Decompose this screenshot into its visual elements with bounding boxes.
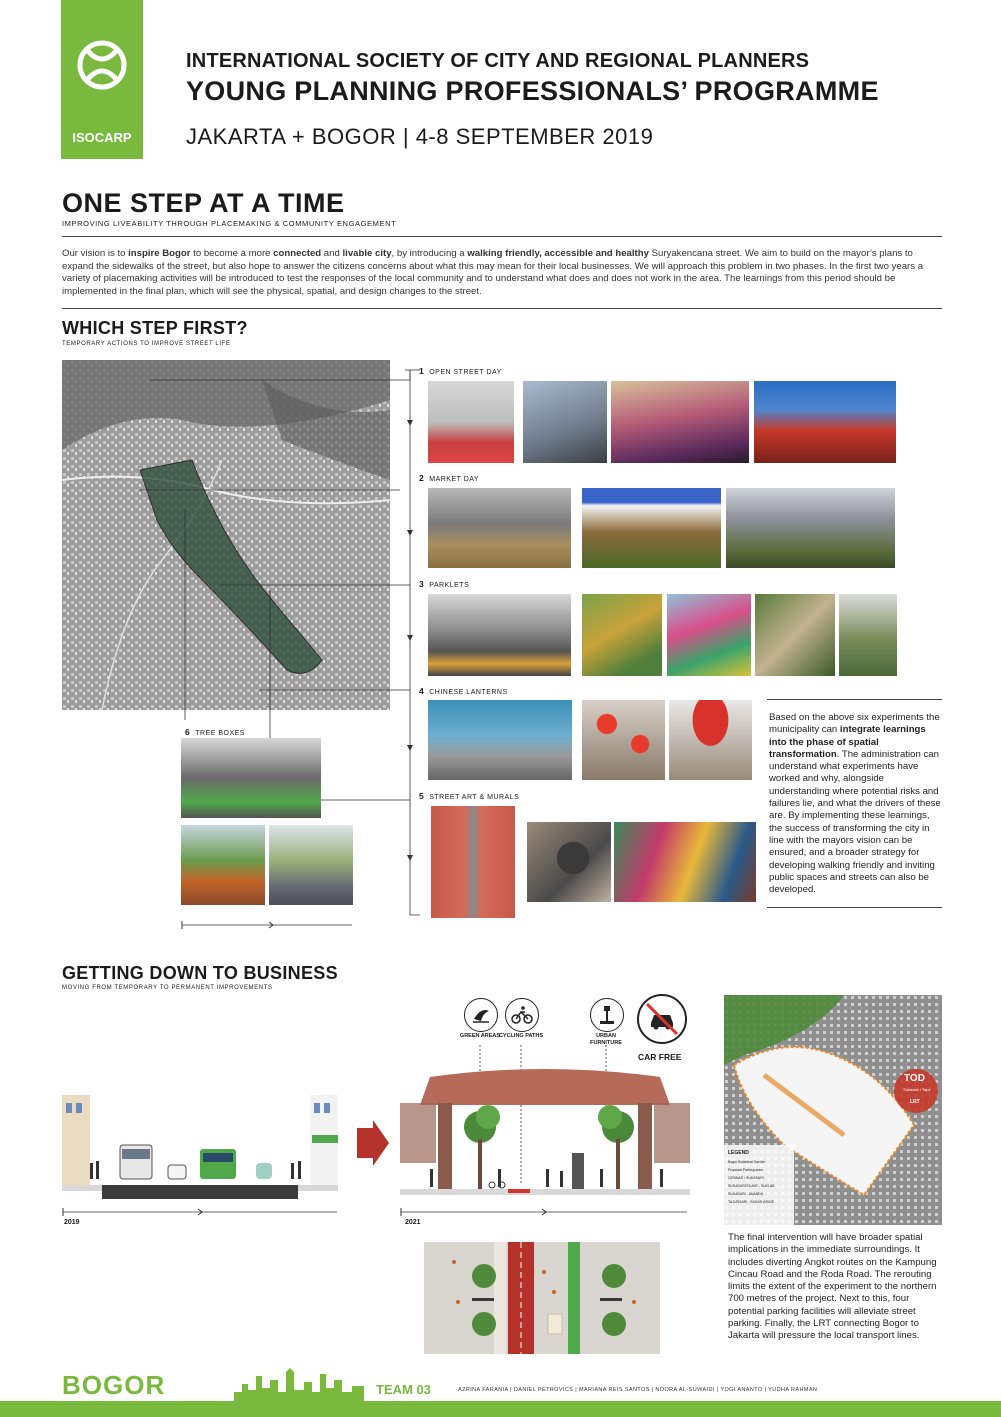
cycling-paths-label: CYCLING PATHS (498, 1033, 544, 1039)
section-title-business: GETTING DOWN TO BUSINESS (62, 963, 338, 983)
page-title: ONE STEP AT A TIME (62, 188, 345, 218)
open-street-festival-photo (754, 381, 896, 463)
map-legend-item: SUKASARI - ANANDA (728, 1192, 764, 1196)
street-plan-view (424, 1242, 660, 1354)
parklet-people-photo (839, 594, 897, 676)
parklet-green-photo (582, 594, 662, 676)
tree-box-steel-photo (269, 825, 353, 905)
urban-furniture-label: URBAN FURNITURE (590, 1033, 622, 1046)
timeline-arrow-2019 (62, 1207, 338, 1217)
step-5-label: 5 STREET ART & MURALS (419, 791, 520, 801)
footer-city: BOGOR (62, 1370, 166, 1400)
street-section-2021 (400, 1065, 690, 1197)
header-line-2: YOUNG PLANNING PROFESSIONALS’ PROGRAMME (186, 76, 879, 106)
lanterns-red-photo (582, 700, 665, 780)
transition-arrow-icon (357, 1120, 389, 1166)
parklet-colorful-photo (667, 594, 751, 676)
open-street-dancers-photo (611, 381, 749, 463)
year-2021-label: 2021 (405, 1219, 421, 1226)
final-intervention-text: The final intervention will have broader spatial implications in the immediate surroundings. It includes diverting Angkot routes on the Kampung Cincau Road and the Roda Road. The rerouting limits the extent of the experiment to the northern 700 metres of the project. Next to this, four potential parking facilities will alleviate street parking. Finally, the LRT connecting Bogor to Jakarta will pressure the local transport lines. (728, 1232, 937, 1342)
map-lrt-label: LRT (910, 1099, 920, 1105)
logo-emblem-icon (75, 38, 129, 92)
map-legend-item: SUKASARI/TAJUR - SUKLAB (728, 1184, 775, 1188)
street-section-2019 (62, 1085, 338, 1203)
page-subtitle: IMPROVING LIVEABILITY THROUGH PLACEMAKING & COMMUNITY ENGAGEMENT (62, 219, 397, 228)
map-legend-item: Bogor Botanical Garden (728, 1160, 766, 1164)
step-3-label: 3 PARKLETS (419, 579, 470, 589)
market-stalls-photo (582, 488, 721, 568)
lanterns-arch-photo (669, 700, 752, 780)
open-street-crowd-photo (523, 381, 607, 463)
open-street-street-photo (428, 381, 514, 463)
tree-boxes-street-photo (181, 738, 321, 818)
intro-paragraph: Our vision is to inspire Bogor to become a more connected and livable city, by introducing a walking friendly, accessible and healthy Suryakencana street. We aim to build on the mayor’s plans to expand the sidewalks of the street, but also hope to answer the citizens concerns about what this may mean for their local businesses. We will approach this problem in two phases. In the first two years a variety of placemaking activities will be introduced to test the responses of the local community and to understand what does and does not work in the area. The learnings from this period should be implemented in the final plan, which will see the physical, spatial, and design changes to the street. (62, 248, 924, 297)
intro-divider (62, 308, 942, 309)
green-areas-icon (464, 998, 498, 1032)
map-legend-item: Proposal Parking area (728, 1168, 763, 1172)
parklet-aerial-photo (755, 594, 835, 676)
car-free-label: CAR FREE (638, 1052, 682, 1062)
map-legend-item: TAJURSARI - SUKAR ARIGE (728, 1200, 775, 1204)
green-areas-label: GREEN AREAS (459, 1033, 501, 1039)
step-2-label: 2 MARKET DAY (419, 473, 480, 483)
step-6-label: 6 TREE BOXES (185, 727, 245, 737)
tree-box-wooden-photo (181, 825, 265, 905)
integration-text: Based on the above six experiments the municipality can integrate learnings into the phase of spatial transformation. The administration can understand what experiments have worked and why, alongside understanding where potential risks and failures lie, and what the drivers of these are. By implementing these learnings, the success of transforming the city in line with the mayors vision can be ensured, and a broader strategy for developing walking friendly and inviting public spaces and streets can also be developed. (769, 712, 941, 896)
timeline-arrow-2021 (400, 1207, 688, 1217)
map-legend (728, 1158, 792, 1206)
map-tod-label: TOD (904, 1073, 925, 1084)
footer-team: TEAM 03 (376, 1382, 431, 1397)
car-free-icon (637, 994, 687, 1044)
mural-face-photo (527, 822, 611, 902)
urban-furniture-icon (590, 998, 624, 1032)
step-1-label: 1 OPEN STREET DAY (419, 366, 502, 376)
market-street-photo (726, 488, 895, 568)
parklets-street-photo (428, 594, 571, 676)
step-4-label: 4 CHINESE LANTERNS (419, 686, 508, 696)
title-divider (62, 236, 942, 237)
map-tod-sub: Sukasari / Tajur (903, 1087, 931, 1092)
year-2019-label: 2019 (64, 1219, 80, 1226)
footer-bar (0, 1401, 1001, 1417)
intervention-map (724, 995, 942, 1225)
tree-boxes-arrow (181, 920, 353, 930)
header-line-1: INTERNATIONAL SOCIETY OF CITY AND REGIONAL PLANNERS (186, 50, 810, 72)
murals-alley-photo (431, 806, 515, 918)
section-subtitle-which-step: TEMPORARY ACTIONS TO IMPROVE STREET LIFE (62, 341, 231, 347)
lanterns-street-photo (428, 700, 572, 780)
section-subtitle-business: MOVING FROM TEMPORARY TO PERMANENT IMPROVEMENTS (62, 985, 273, 991)
side-text-top-rule (767, 699, 942, 700)
cycling-paths-icon (505, 998, 539, 1032)
mural-alley-colorful-photo (614, 822, 756, 902)
isocarp-logo (61, 0, 143, 159)
map-legend-title: LEGEND (728, 1150, 749, 1156)
footer-members: AZRINA FARANIA | DANIEL PETROVICS | MARIANA REIS SANTOS | NOORA AL-SUWAIDI | YOGI ANANTO | YUDHA RAHMAN (458, 1387, 818, 1393)
logo-text: ISOCARP (72, 130, 132, 145)
side-text-bottom-rule (767, 907, 942, 908)
map-legend-item: CIPANAS / SUKASARI (728, 1176, 764, 1180)
section-title-which-step: WHICH STEP FIRST? (62, 318, 248, 338)
city-skyline-icon (234, 1362, 364, 1402)
market-day-street-photo (428, 488, 571, 568)
header-line-3: JAKARTA + BOGOR | 4-8 SEPTEMBER 2019 (186, 124, 654, 149)
